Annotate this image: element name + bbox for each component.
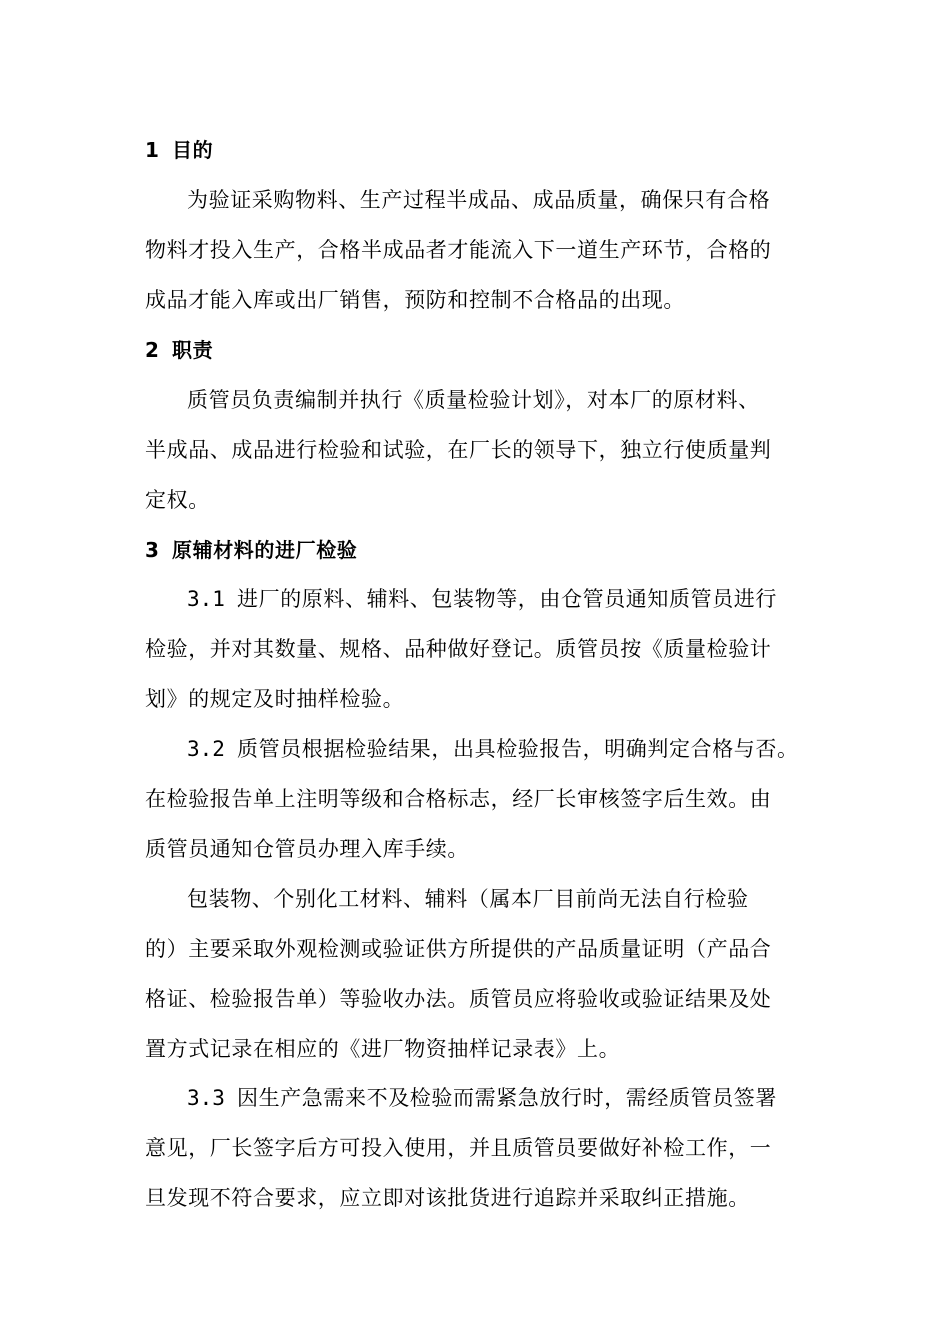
subsection-3-2-line-2: 在检验报告单上注明等级和合格标志，经厂长审核签字后生效。由 <box>145 787 772 811</box>
section-2-heading <box>145 336 213 364</box>
section-1-title: 目的 <box>172 138 214 162</box>
subsection-3-3-number: 3.3 <box>187 1086 225 1110</box>
section-1-number: 1 <box>145 138 160 162</box>
section-3-title: 原辅材料的进厂检验 <box>172 538 358 562</box>
packaging-paragraph-line-4: 置方式记录在相应的《进厂物资抽样记录表》上。 <box>145 1037 621 1061</box>
section-1-line-2: 物料才投入生产，合格半成品者才能流入下一道生产环节，合格的 <box>145 238 772 262</box>
section-1-line-1: 为验证采购物料、生产过程半成品、成品质量，确保只有合格 <box>187 188 771 212</box>
packaging-paragraph-line-2: 的）主要采取外观检测或验证供方所提供的产品质量证明（产品合 <box>145 937 772 961</box>
subsection-3-2-line-3: 质管员通知仓管员办理入库手续。 <box>145 837 469 861</box>
packaging-paragraph-line-3: 格证、检验报告单）等验收办法。质管员应将验收或验证结果及处 <box>145 987 772 1011</box>
subsection-3-1-text-1: 进厂的原料、辅料、包装物等，由仓管员通知质管员进行 <box>237 587 777 611</box>
subsection-3-1-line-3: 划》的规定及时抽样检验。 <box>145 687 405 711</box>
section-2-title: 职责 <box>172 338 214 362</box>
subsection-3-2-line-1 <box>187 735 799 763</box>
subsection-3-1-number: 3.1 <box>187 587 225 611</box>
subsection-3-1-line-2: 检验，并对其数量、规格、品种做好登记。质管员按《质量检验计 <box>145 637 772 661</box>
subsection-3-2-text-1: 质管员根据检验结果，出具检验报告，明确判定合格与否。 <box>237 737 799 761</box>
section-3-number: 3 <box>145 538 160 562</box>
section-3-heading <box>145 536 357 564</box>
subsection-3-1-line-1 <box>187 585 777 613</box>
section-1-heading <box>145 136 213 164</box>
section-2-line-1: 质管员负责编制并执行《质量检验计划》，对本厂的原材料、 <box>187 388 760 412</box>
section-2-line-2: 半成品、成品进行检验和试验，在厂长的领导下，独立行使质量判 <box>145 438 772 462</box>
subsection-3-2-number: 3.2 <box>187 737 225 761</box>
section-2-number: 2 <box>145 338 160 362</box>
packaging-paragraph-line-1: 包装物、个别化工材料、辅料（属本厂目前尚无法自行检验 <box>187 887 749 911</box>
subsection-3-3-text-1: 因生产急需来不及检验而需紧急放行时，需经质管员签署 <box>237 1086 777 1110</box>
subsection-3-3-line-3: 旦发现不符合要求，应立即对该批货进行追踪并采取纠正措施。 <box>145 1186 750 1210</box>
section-1-line-3: 成品才能入库或出厂销售，预防和控制不合格品的出现。 <box>145 288 685 312</box>
subsection-3-3-line-2: 意见，厂长签字后方可投入使用，并且质管员要做好补检工作，一 <box>145 1136 772 1160</box>
section-2-line-3: 定权。 <box>145 488 210 512</box>
subsection-3-3-line-1 <box>187 1084 777 1112</box>
